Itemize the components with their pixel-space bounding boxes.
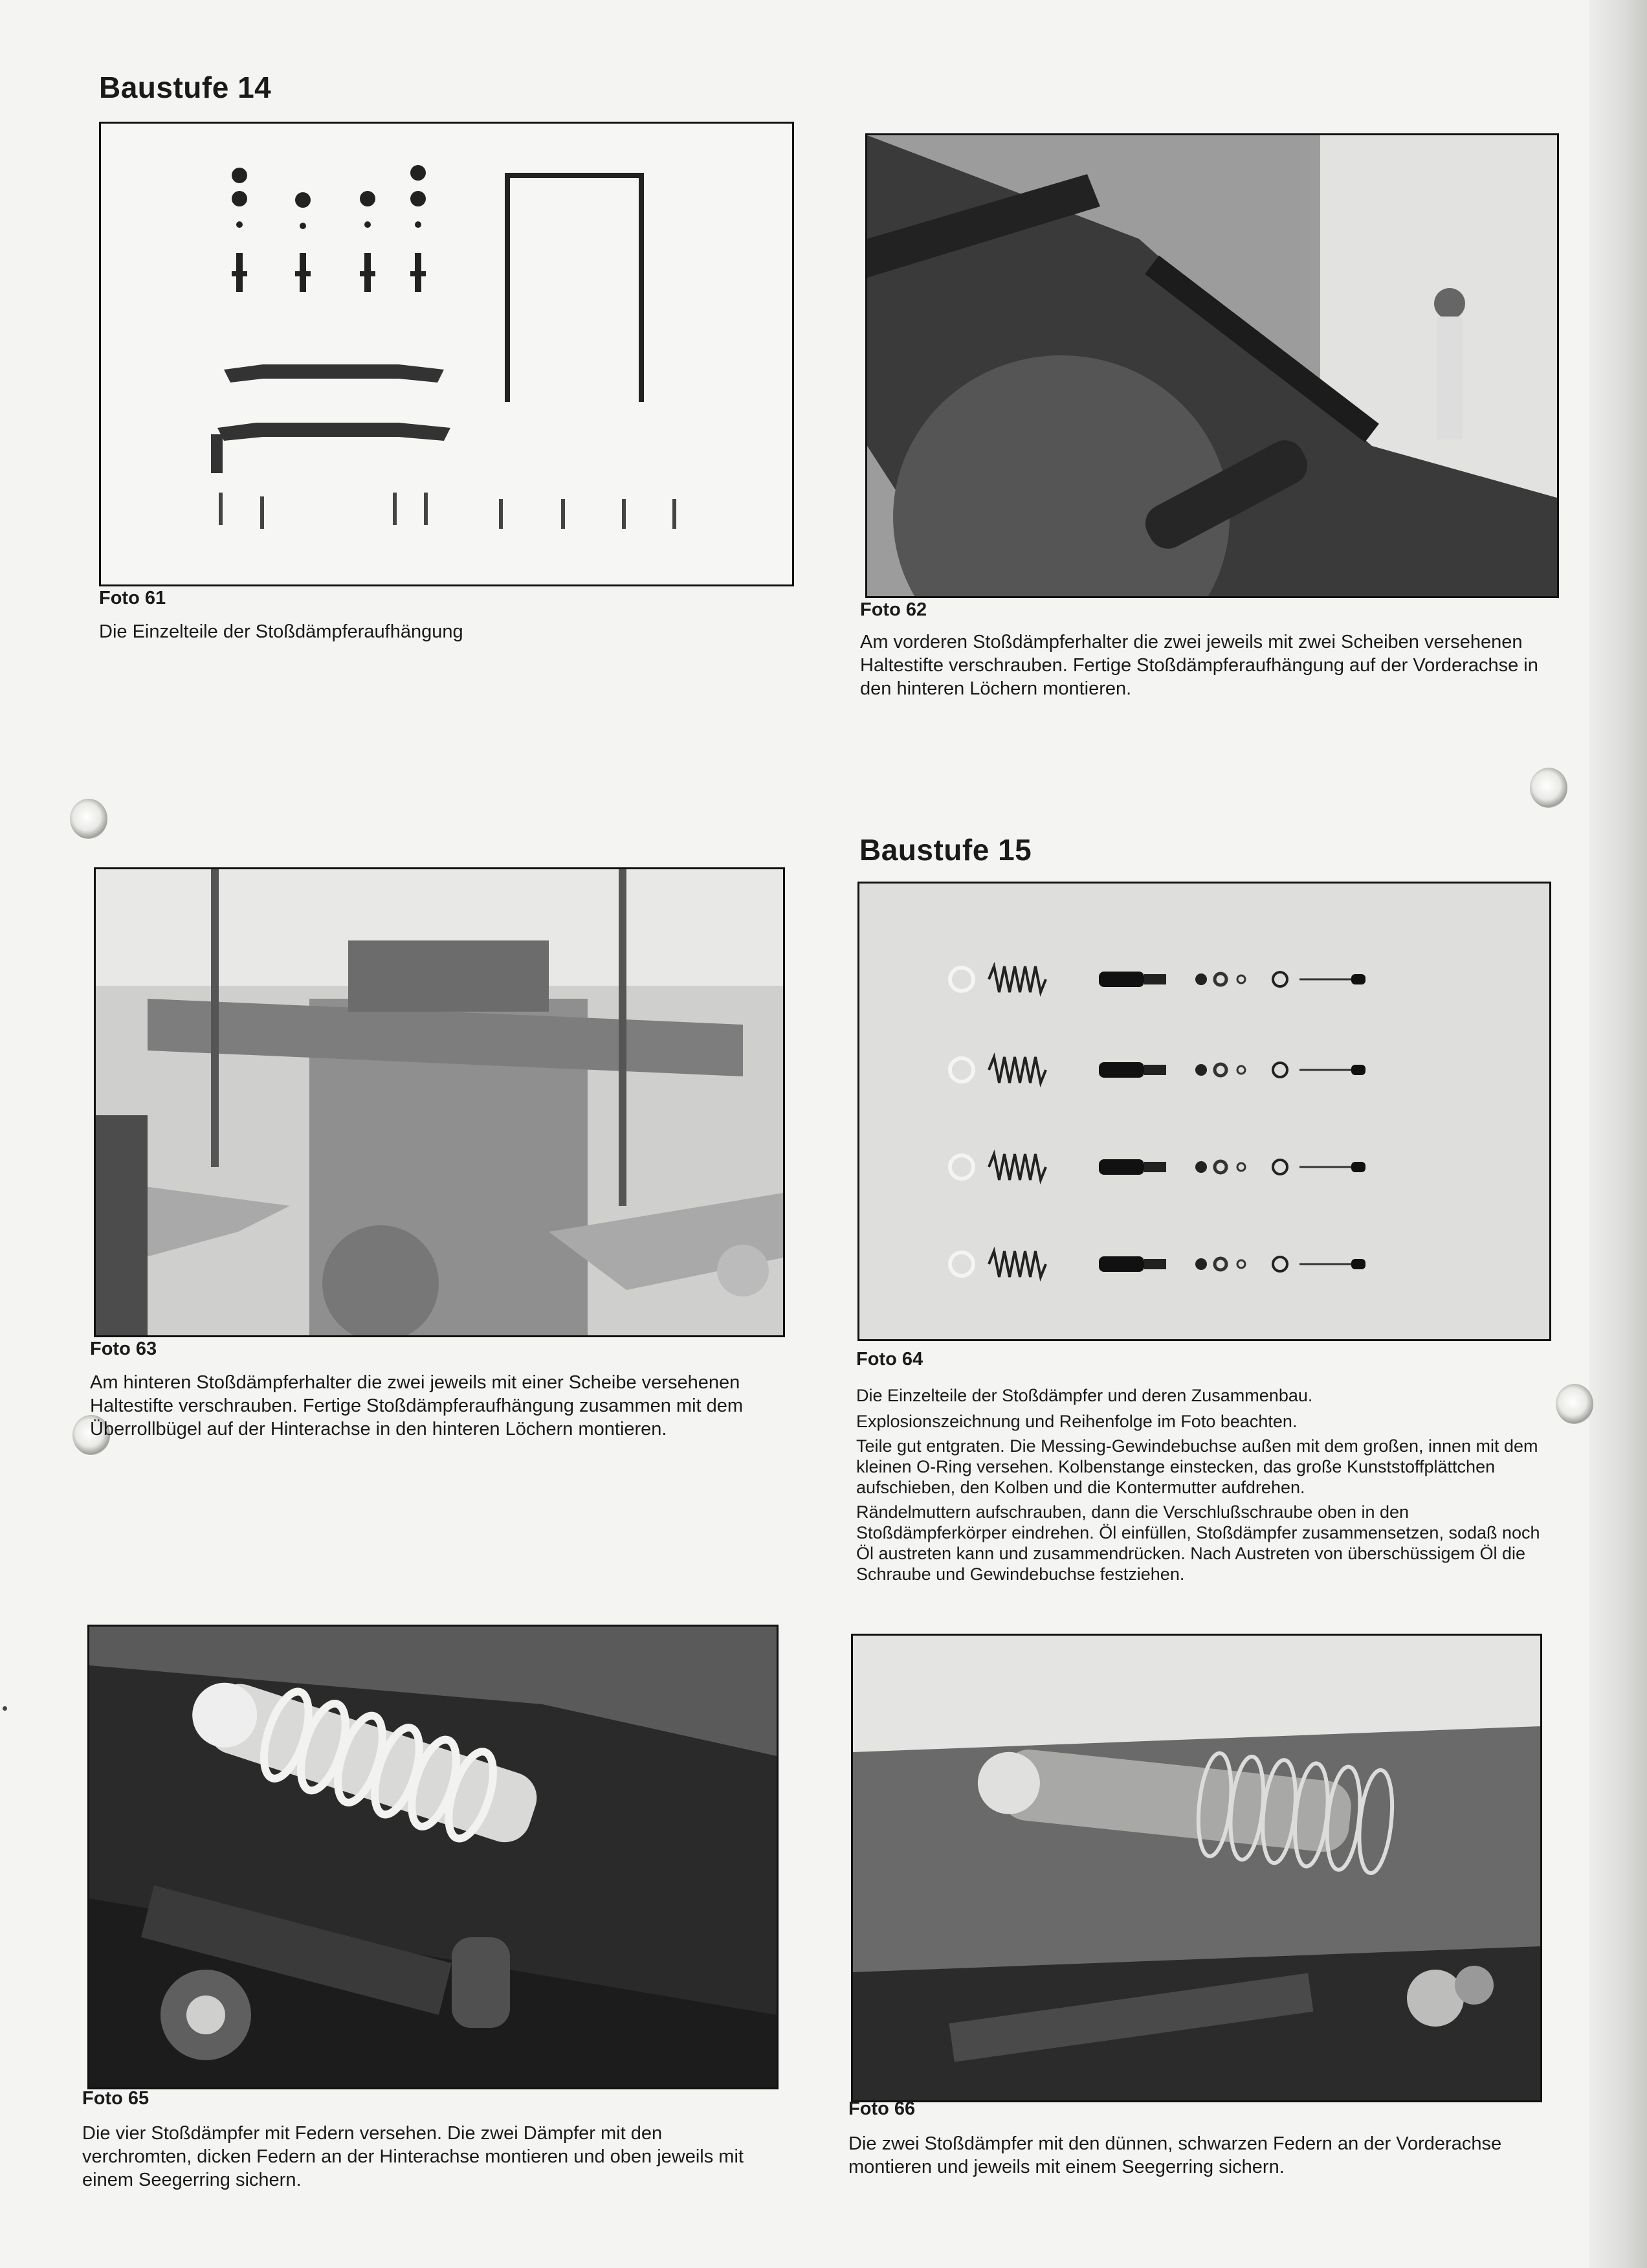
photo-63-caption: Am hinteren Stoßdämpferhalter die zwei jeweils mit einer Scheibe versehenen Haltestifte verschrauben. Fertige Stoßdämpferaufhängung zusammen mit dem Überrollbügel auf der Hinterachse in den hinteren Löchern montieren. — [90, 1372, 744, 1440]
photo-64-paragraph-1: Explosionszeichnung und Reihenfolge im Foto beachten. — [856, 1412, 1298, 1431]
photo-63-title: Foto 63 — [90, 1339, 157, 1359]
photo-63 — [94, 867, 785, 1337]
photo-66 — [851, 1634, 1542, 2102]
photo-65-caption: Die vier Stoßdämpfer mit Federn versehen. Die zwei Dämpfer mit den verchromten, dicken Federn an der Hinterachse montieren und oben jeweils mit einem Seegerring sichern. — [82, 2123, 744, 2190]
photo-65 — [87, 1625, 779, 2089]
stage-15-heading: Baustufe 15 — [859, 833, 1032, 867]
photo-61-caption: Die Einzelteile der Stoßdämpferaufhängung — [99, 621, 463, 642]
page-edge — [1589, 0, 1647, 2268]
punch-hole — [1556, 1384, 1593, 1424]
photo-61-title: Foto 61 — [99, 588, 166, 608]
photo-66-caption: Die zwei Stoßdämpfer mit den dünnen, schwarzen Federn an der Vorderachse montieren und jeweils mit einem Seegerring sichern. — [848, 2133, 1502, 2177]
page-speck — [3, 1706, 7, 1711]
photo-64 — [857, 882, 1551, 1341]
photo-61 — [99, 122, 794, 586]
punch-hole — [1530, 768, 1567, 808]
photo-64-caption: Die Einzelteile der Stoßdämpfer und deren Zusammenbau. — [856, 1386, 1313, 1405]
photo-64-paragraph-2: Teile gut entgraten. Die Messing-Gewindebuchse außen mit dem großen, innen mit dem kleinen O-Ring versehen. Kolbenstange einstecken, das große Kunststoffplättchen aufschieben, den Kolben und die Kontermutter aufdrehen. — [856, 1436, 1538, 1497]
photo-65-title: Foto 65 — [82, 2088, 149, 2109]
photo-62 — [865, 133, 1559, 598]
stage-14-heading: Baustufe 14 — [99, 71, 272, 104]
photo-62-caption: Am vorderen Stoßdämpferhalter die zwei jeweils mit zwei Scheiben versehenen Haltestifte verschrauben. Fertige Stoßdämpferaufhängung auf der Vorderachse in den hinteren Löchern montieren. — [860, 632, 1538, 699]
punch-hole — [70, 799, 107, 839]
photo-64-title: Foto 64 — [856, 1349, 923, 1370]
photo-66-title: Foto 66 — [848, 2098, 916, 2119]
photo-64-paragraph-3: Rändelmuttern aufschrauben, dann die Verschlußschraube oben in den Stoßdämpferkörper eindrehen. Öl einfüllen, Stoßdämpfer zusammensetzen, sodaß noch Öl austreten kann und zusammendrücken. Nach Austreten von überschüssigem Öl die Schraube und Gewindebuchse festziehen. — [856, 1502, 1540, 1584]
photo-62-title: Foto 62 — [860, 599, 927, 620]
